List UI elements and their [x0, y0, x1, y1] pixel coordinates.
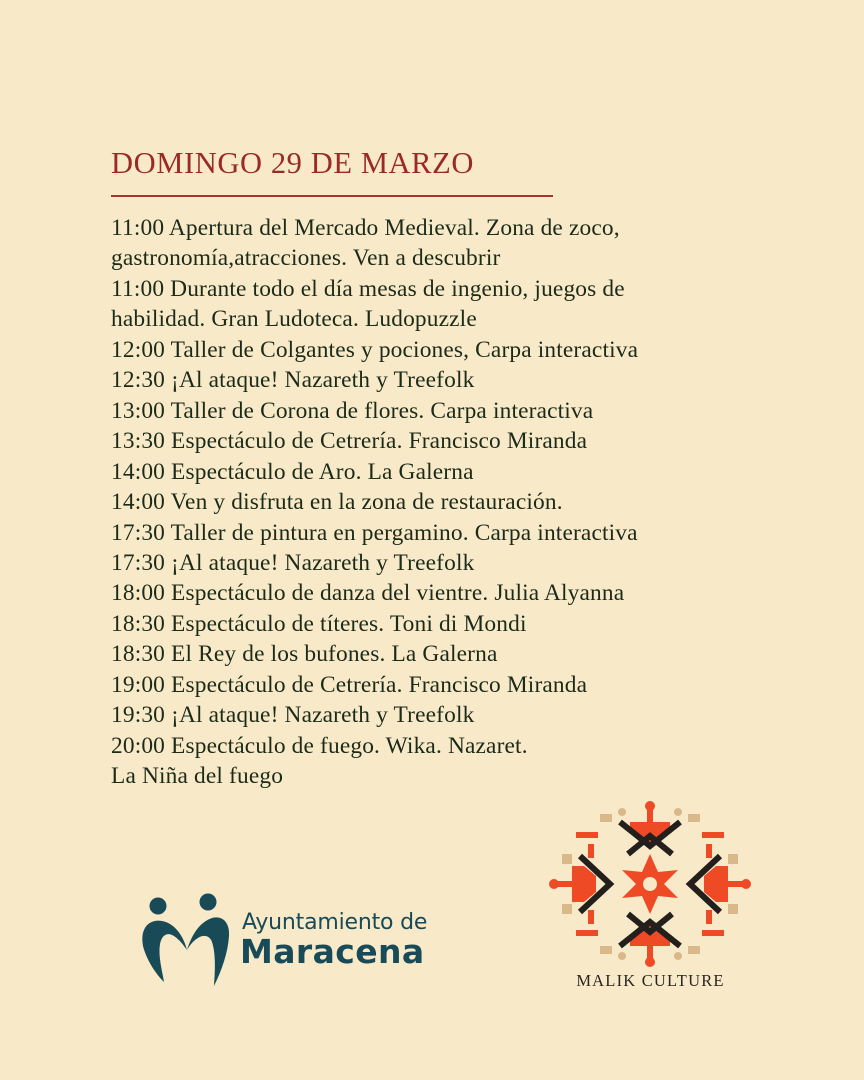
page-title: DOMINGO 29 DE MARZO [111, 146, 474, 180]
schedule-line: 19:30 ¡Al ataque! Nazareth y Treefolk [111, 702, 475, 729]
two-people-m-icon [140, 890, 232, 990]
geometric-mandala-icon [548, 800, 753, 968]
schedule-line: 12:00 Taller de Colgantes y pociones, Carpa interactiva [111, 336, 639, 363]
schedule-line: 11:00 Apertura del Mercado Medieval. Zona de zoco, [111, 215, 620, 241]
schedule-line: 11:00 Durante todo el día mesas de ingenio, juegos de [111, 275, 625, 302]
schedule-line: 20:00 Espectáculo de fuego. Wika. Nazaret. [111, 732, 528, 759]
schedule-line: 19:00 Espectáculo de Cetrería. Francisco Miranda [111, 671, 588, 698]
malik-culture-name: MALIK CULTURE [576, 971, 725, 990]
schedule-list [111, 213, 638, 792]
maracena-logo [140, 890, 460, 990]
schedule-line: 18:00 Espectáculo de danza del vientre. Julia Alyanna [111, 580, 625, 607]
maracena-line2: Maracena [240, 932, 425, 971]
schedule-line: 17:30 ¡Al ataque! Nazareth y Treefolk [111, 549, 475, 576]
schedule-line: 12:30 ¡Al ataque! Nazareth y Treefolk [111, 367, 475, 394]
schedule-line: gastronomía,atracciones. Ven a descubrir [111, 245, 501, 272]
schedule-line: 13:00 Taller de Corona de flores. Carpa interactiva [111, 397, 594, 424]
schedule-line: 17:30 Taller de pintura en pergamino. Carpa interactiva [111, 519, 638, 546]
schedule-line: 14:00 Ven y disfruta en la zona de restauración. [111, 489, 563, 516]
schedule-line: 18:30 Espectáculo de títeres. Toni di Mondi [111, 610, 527, 637]
maracena-line1: Ayuntamiento de [242, 910, 428, 935]
malik-culture-logo [548, 800, 758, 1000]
schedule-line: habilidad. Gran Ludoteca. Ludopuzzle [111, 306, 477, 333]
schedule-line: La Niña del fuego [111, 763, 284, 790]
schedule-line: 14:00 Espectáculo de Aro. La Galerna [111, 458, 474, 485]
schedule-line: 13:30 Espectáculo de Cetrería. Francisco Miranda [111, 428, 588, 455]
schedule-line: 18:30 El Rey de los bufones. La Galerna [111, 641, 498, 668]
title-divider [111, 195, 553, 197]
